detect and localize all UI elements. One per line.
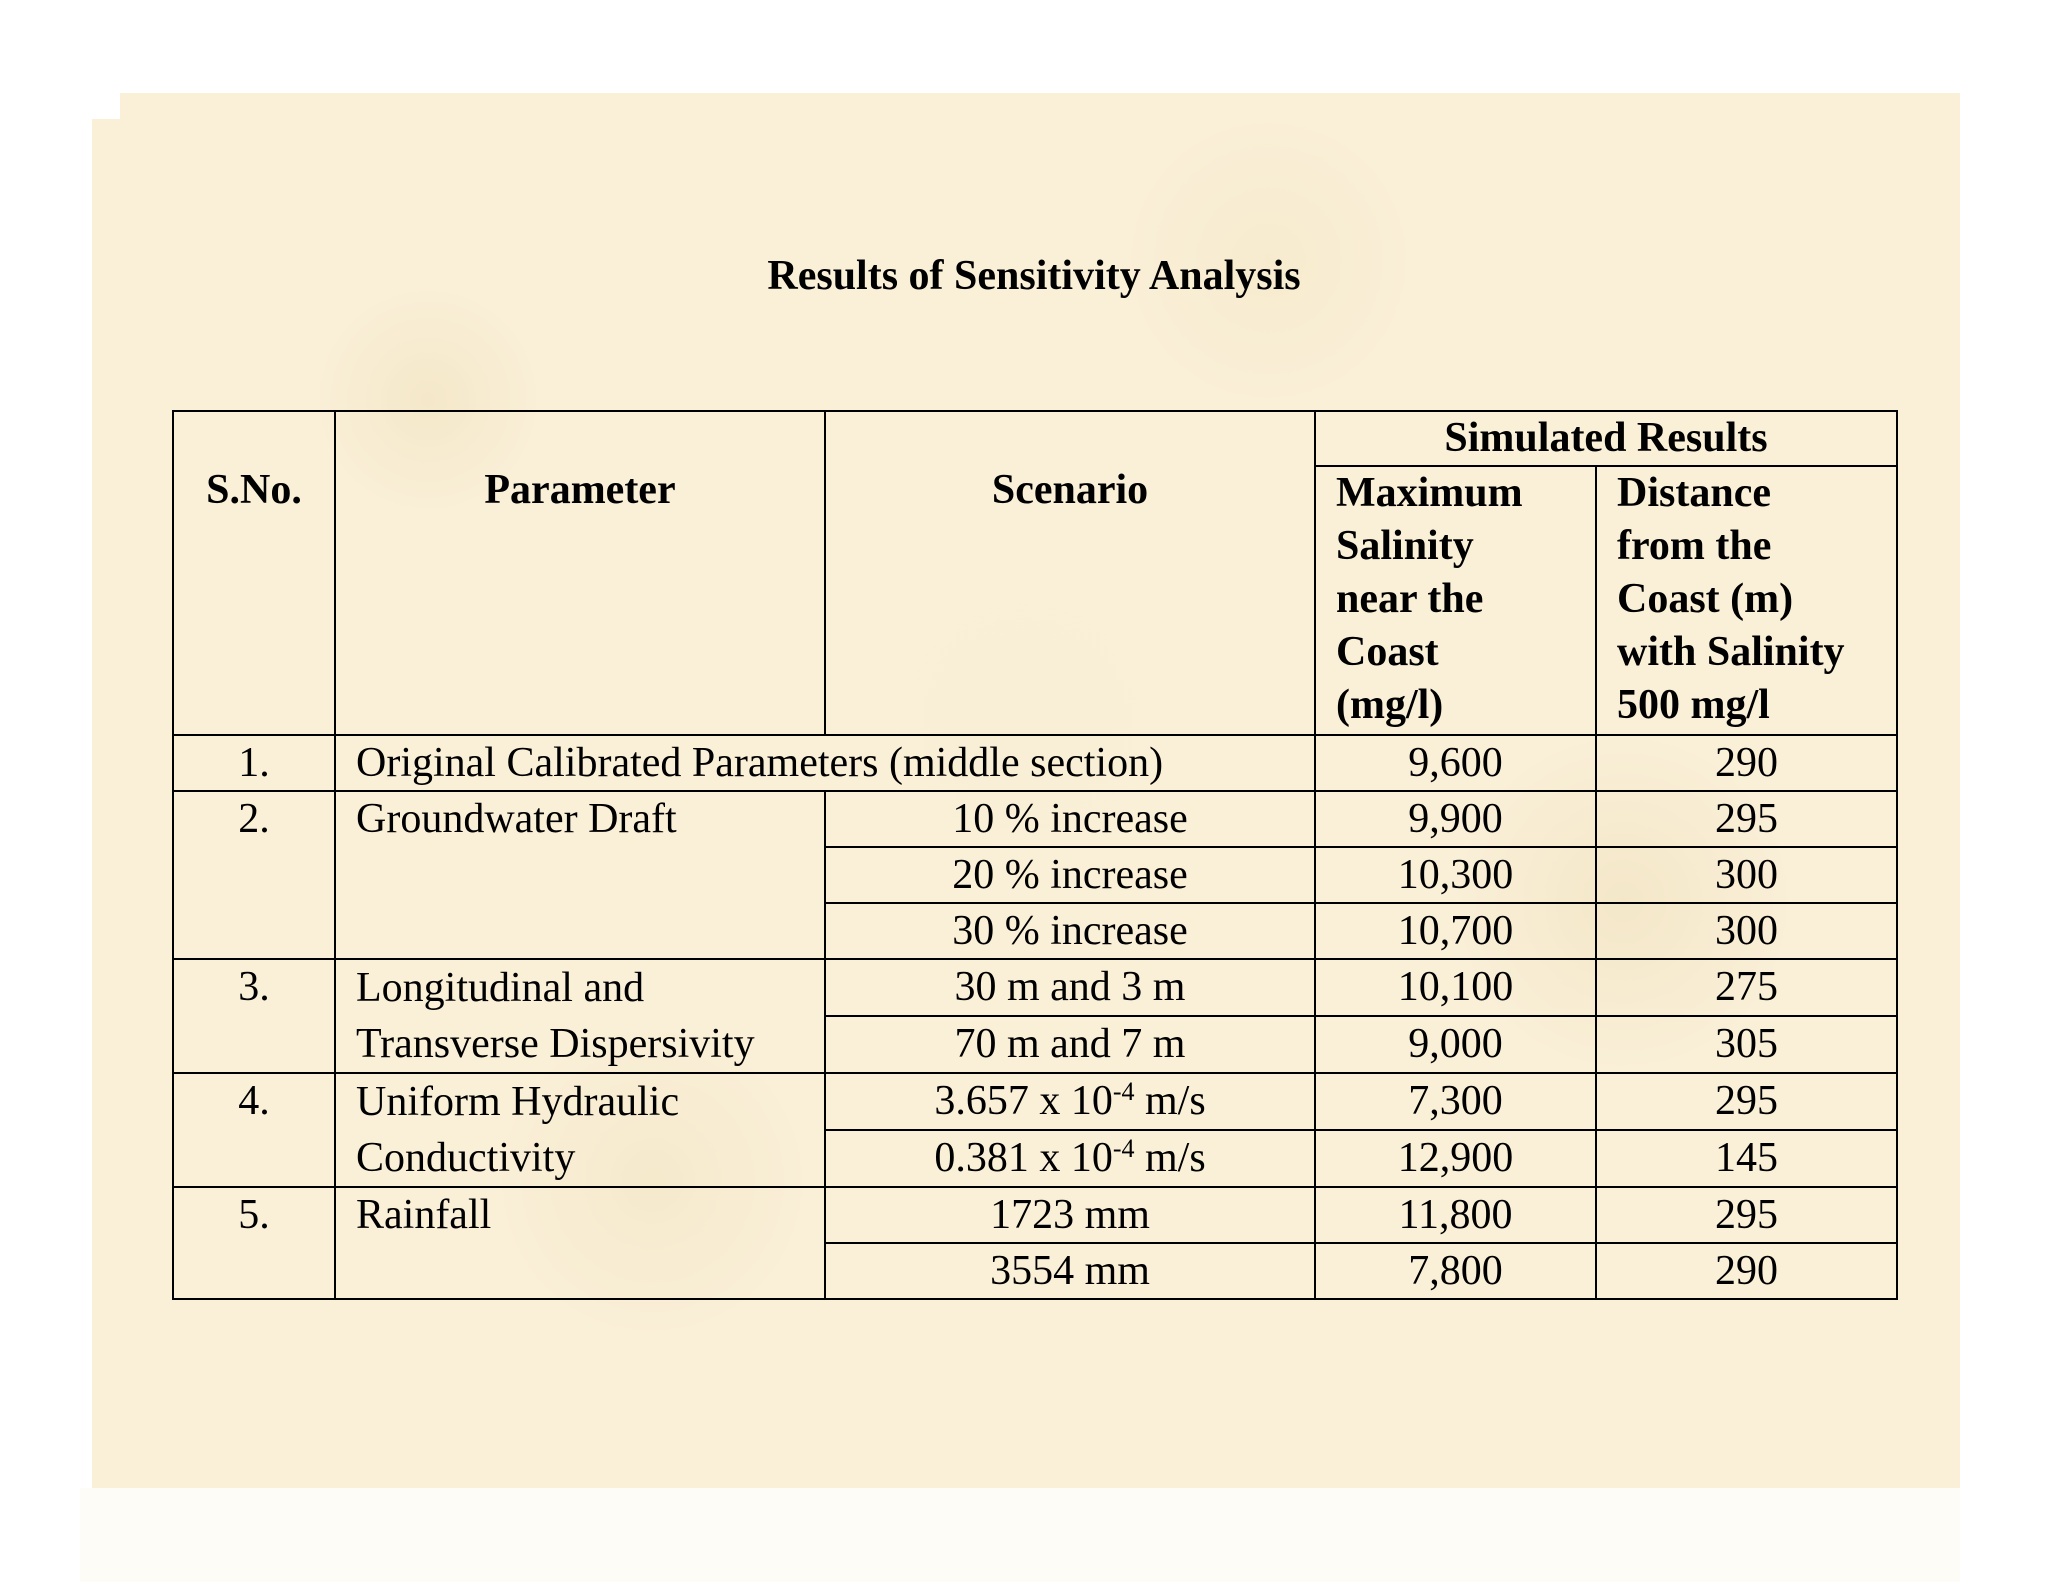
row-sno: 2.: [173, 791, 335, 959]
row-scenario: 30 % increase: [825, 903, 1315, 959]
row-distance: 300: [1596, 847, 1897, 903]
header-sno: S.No.: [173, 411, 335, 735]
page-corner: [92, 93, 120, 119]
row-scenario: 30 m and 3 m: [825, 959, 1315, 1016]
row-parameter: Groundwater Draft: [335, 791, 825, 959]
row-max-salinity: 9,000: [1315, 1016, 1596, 1073]
row-scenario: 1723 mm: [825, 1187, 1315, 1243]
row-max-salinity: 10,100: [1315, 959, 1596, 1016]
row-distance: 275: [1596, 959, 1897, 1016]
row-sno: 5.: [173, 1187, 335, 1299]
row-scenario: 0.381 x $10^{-4}$ m/s: [825, 1130, 1315, 1187]
header-simulated-results: Simulated Results: [1315, 411, 1897, 466]
page-bottom-strip: [80, 1488, 1960, 1582]
row-distance: 295: [1596, 791, 1897, 847]
header-parameter: Parameter: [335, 411, 825, 735]
header-row: [173, 411, 1897, 466]
row-scenario: 3554 mm: [825, 1243, 1315, 1299]
row-parameter-line2: Transverse Dispersivity: [356, 1021, 755, 1067]
table-row: [173, 1073, 1897, 1130]
row-distance: 290: [1596, 735, 1897, 791]
row-sno: 3.: [173, 959, 335, 1073]
page-title: Results of Sensitivity Analysis: [767, 253, 1301, 299]
row-parameter-line2: Conductivity: [356, 1135, 576, 1181]
row-max-salinity: 9,600: [1315, 735, 1596, 791]
table-row: [173, 959, 1897, 1016]
row-scenario: 10 % increase: [825, 791, 1315, 847]
row-parameter-line1: Uniform Hydraulic: [356, 1079, 680, 1125]
table-row: [173, 735, 1897, 791]
row-max-salinity: 10,300: [1315, 847, 1596, 903]
row-max-salinity: 7,800: [1315, 1243, 1596, 1299]
header-scenario: Scenario: [825, 411, 1315, 735]
row-distance: 145: [1596, 1130, 1897, 1187]
results-table: [172, 410, 1898, 1300]
row-parameter-line1: Longitudinal and: [356, 965, 645, 1011]
row-distance: 290: [1596, 1243, 1897, 1299]
row-sno: 1.: [173, 735, 335, 791]
row-original-parameters: Original Calibrated Parameters (middle section): [335, 735, 1315, 791]
row-distance: 305: [1596, 1016, 1897, 1073]
row-distance: 300: [1596, 903, 1897, 959]
header-max-salinity: Maximum Salinity near the Coast (mg/l): [1315, 466, 1596, 735]
table-row: [173, 791, 1897, 847]
row-scenario: 70 m and 7 m: [825, 1016, 1315, 1073]
row-distance: 295: [1596, 1073, 1897, 1130]
header-distance: Distance from the Coast (m) with Salinity 500 mg/l: [1596, 466, 1897, 735]
row-max-salinity: 12,900: [1315, 1130, 1596, 1187]
row-parameter: [335, 1073, 825, 1187]
row-max-salinity: 11,800: [1315, 1187, 1596, 1243]
row-scenario: 3.657 x $10^{-4}$ m/s: [825, 1073, 1315, 1130]
table-row: [173, 1187, 1897, 1243]
row-distance: 295: [1596, 1187, 1897, 1243]
row-scenario: 20 % increase: [825, 847, 1315, 903]
row-max-salinity: 9,900: [1315, 791, 1596, 847]
row-parameter: Rainfall: [335, 1187, 825, 1299]
row-sno: 4.: [173, 1073, 335, 1187]
row-max-salinity: 10,700: [1315, 903, 1596, 959]
row-max-salinity: 7,300: [1315, 1073, 1596, 1130]
row-parameter: [335, 959, 825, 1073]
